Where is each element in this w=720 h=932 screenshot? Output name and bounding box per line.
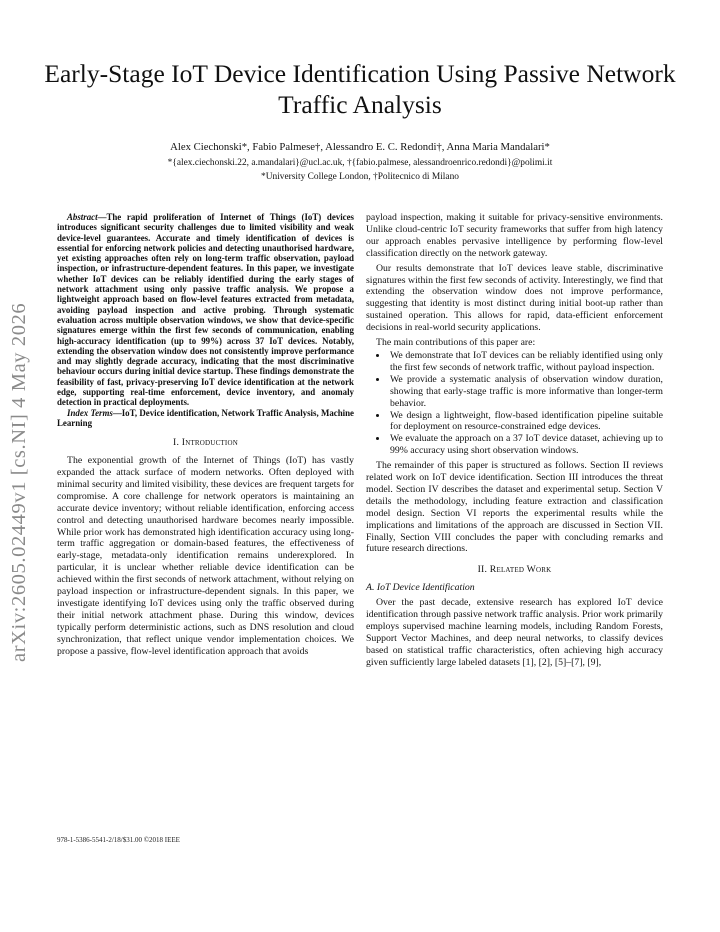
abstract-label: Abstract: [67, 212, 98, 222]
subsection-heading-iot-identification: A. IoT Device Identification: [366, 582, 475, 594]
author-emails: *{alex.ciechonski.22, a.mandalari}@ucl.ac.uk, †{fabio.palmese, alessandroenrico.redondi}@polimi.it: [167, 158, 553, 168]
intro-paragraph-1-continued: payload inspection, making it suitable for privacy-sensitive environments. Unlike cloud-centric IoT security frameworks that suffer from high latency our approach enables pervasive intelligence by performing flow-level classification directly on the network gateway.: [366, 212, 663, 259]
intro-paragraph-1: The exponential growth of the Internet of Things (IoT) has vastly expanded the attack surface of modern networks. Often deployed with minimal security and limited visibility, these devices are frequent targets for compromise. A core challenge for network operators is maintaining an accurate device inventory; without reliable identification, enforcing access control and detecting unauthorised hardware becomes nearly impossible. While prior work has demonstrated high identification accuracy using long-term traffic aggregation or domain-based features, the effectiveness of early-stage, metadata-only identification remains underexplored. In particular, it is unclear whether reliable device identification can be achieved within the first seconds of network attachment, without relying on payload inspection or infrastructure-dependent signals. In this paper, we investigate identifying IoT devices using only the traffic observed during their initial network attachment phase. During this window, devices typically perform deterministic actions, such as DNS resolution and cloud synchronization, that reflect unique vendor implementation choices. We propose a passive, flow-level identification approach that avoids: [57, 455, 354, 657]
contribution-item: • We evaluate the approach on a 37 IoT device dataset, achieving up to 99% accuracy using short observation windows.: [388, 433, 663, 457]
index-terms-label: Index Terms: [67, 407, 113, 418]
section-heading-introduction: I. Introduction: [173, 437, 238, 449]
right-column: [366, 212, 663, 669]
author-list: Alex Ciechonski*, Fabio Palmese†, Alessandro E. C. Redondi†, Anna Maria Mandalari*: [170, 141, 550, 153]
contribution-item: • We design a lightweight, flow-based identification pipeline suitable for deployment on resource-constrained edge devices.: [388, 410, 663, 434]
abstract-text: —The rapid proliferation of Internet of Things (IoT) devices introduces significant security challenges due to limited visibility and weak device-level guarantees. Accurate and timely identification of devices is essential for enforcing network policies and detecting unauthorised hardware, yet existing approaches often rely on long-term traffic observation, payload inspection, or infrastructure-dependent features. In this paper, we investigate whether IoT devices can be reliably identified during the early stages of network attachment using only passive traffic analysis. We propose a lightweight approach based on flow-level features extracted from metadata, avoiding payload inspection and active probing. Through systematic evaluation across multiple observation windows, we show that device-specific signatures emerge within the first few seconds of communication, enabling high-accuracy identification (up to 99%) across 37 IoT devices. Notably, extending the observation window does not consistently improve performance and may slightly degrade accuracy, indicating that the most discriminative behaviour occurs during initial device startup. These findings demonstrate the feasibility of fast, privacy-preserving IoT device identification at the network edge, supporting real-time enforcement, device inventory, and anomaly detection in practical deployments.: [57, 212, 354, 408]
contribution-item: • We demonstrate that IoT devices can be reliably identified using only the first few seconds of network traffic, without payload inspection.: [388, 350, 663, 374]
arxiv-stamp: arXiv:2605.02449v1 [cs.NI] 4 May 2026: [8, 302, 30, 662]
left-column: [57, 212, 354, 658]
section-heading-related-work: II. Related Work: [477, 564, 552, 576]
paper-title: Early-Stage IoT Device Identification Using Passive Network Traffic Analysis: [44, 59, 676, 119]
abstract: [57, 212, 354, 408]
intro-paragraph-2: Our results demonstrate that IoT devices leave stable, discriminative signatures within the first few seconds of activity. Interestingly, we find that extending the observation window does not improve performance, suggesting that identity is most distinct during initial boot-up rather than sustained operation. This allows for rapid, data-efficient enforcement decisions in real-world security applications.: [366, 262, 663, 334]
contribution-item: • We provide a systematic analysis of observation window duration, showing that early-stage traffic is more informative than longer-term behavior.: [388, 374, 663, 410]
contributions-intro: The main contributions of this paper are:: [376, 337, 536, 349]
index-terms-text: —IoT, Device identification, Network Traffic Analysis, Machine Learning: [57, 407, 354, 428]
related-work-paragraph-1: Over the past decade, extensive research has explored IoT device identification through passive network traffic analysis. Prior work primarily employs supervised machine learning models, including Random Forests, Support Vector Machines, and deep neural networks, to classify devices based on statistical traffic characteristics, often achieving high accuracy given sufficiently large labeled datasets [1], [2], [5]–[7], [9],: [366, 597, 663, 668]
author-affiliations: *University College London, †Politecnico di Milano: [261, 172, 459, 182]
intro-paragraph-3: The remainder of this paper is structured as follows. Section II reviews related work on IoT device identification. Section III introduces the threat model. Section IV describes the dataset and experimental setup. Section V details the methodology, including feature extraction and classification model design. Section VI reports the experimental results while the implications and limitations of the approach are discussed in Section VII. Finally, Section VIII concludes the paper with concluding remarks and future research directions.: [366, 460, 663, 555]
copyright-notice: 978-1-5386-5541-2/18/$31.00 ©2018 IEEE: [57, 836, 180, 844]
index-terms: [57, 408, 354, 429]
contributions-list: [366, 350, 663, 457]
